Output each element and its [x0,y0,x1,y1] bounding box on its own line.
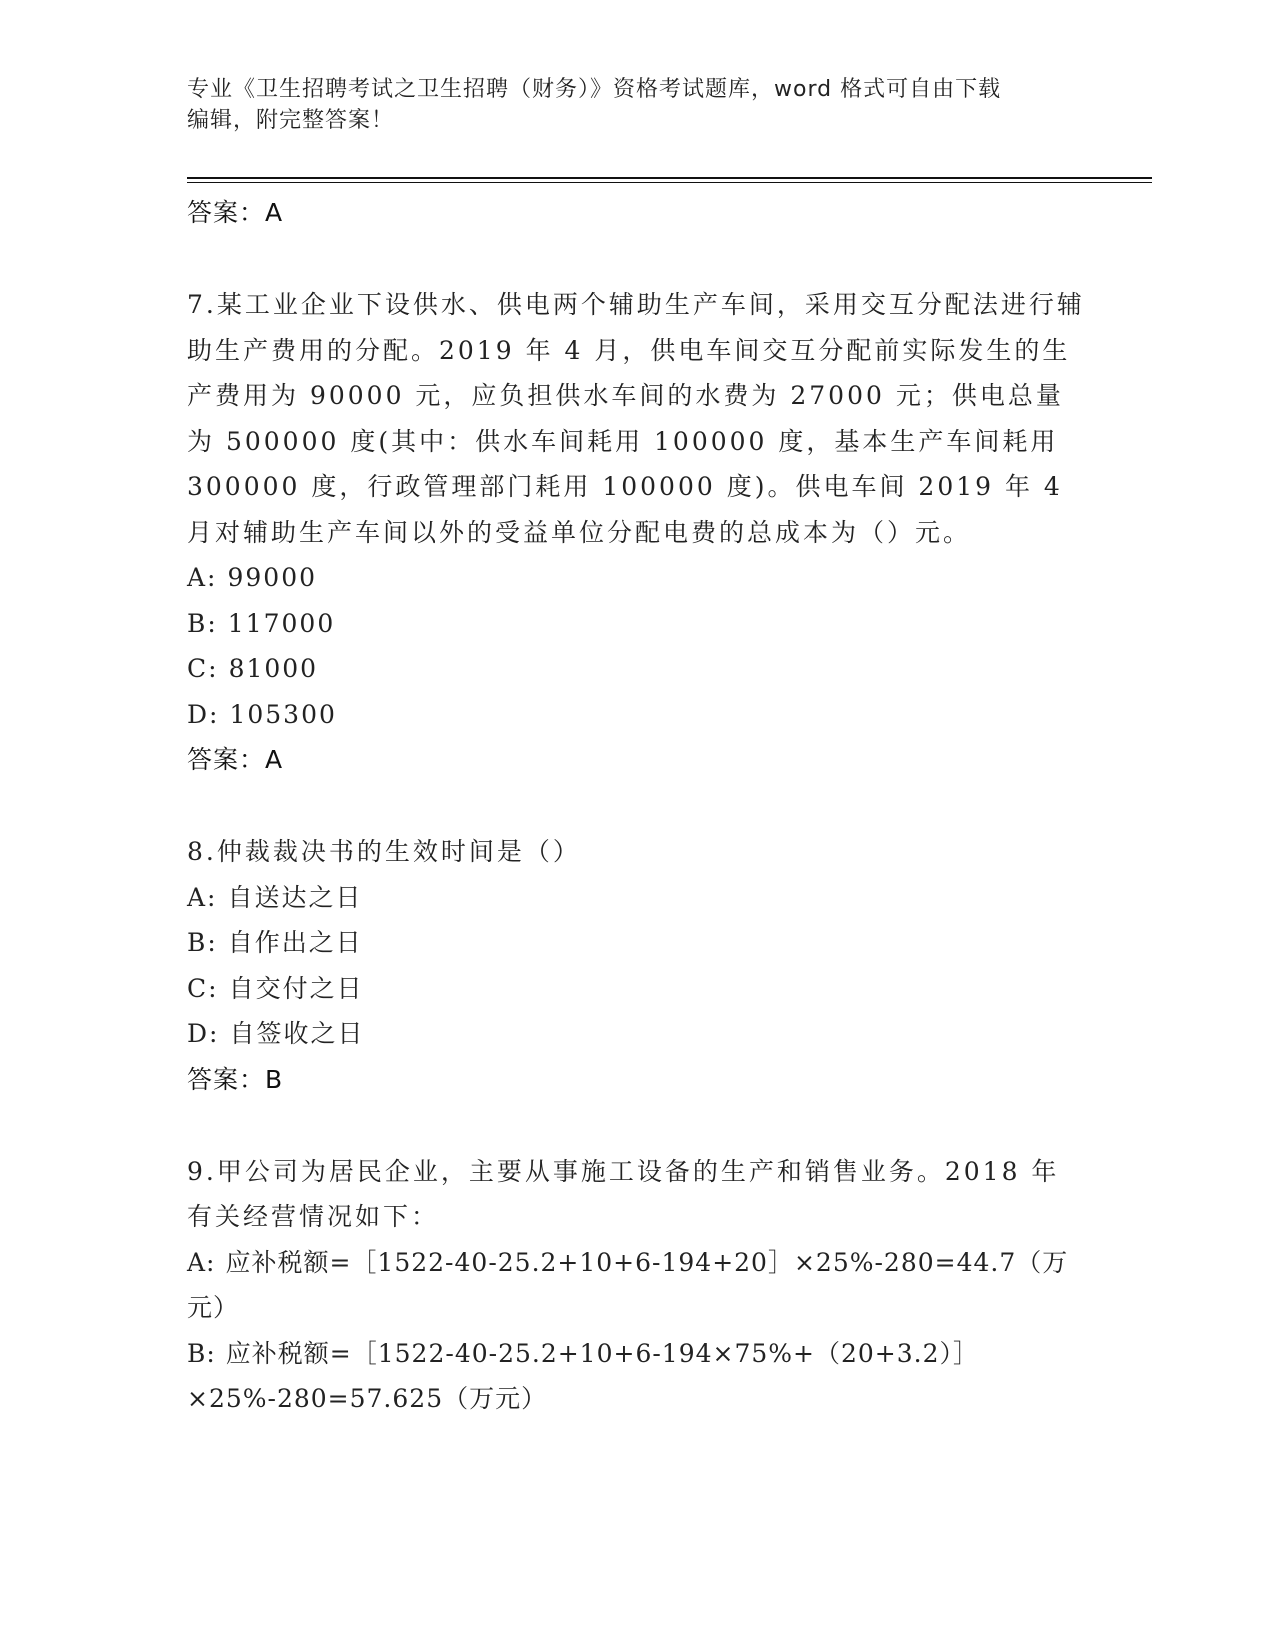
question-8-option-d [187,1011,1087,1057]
option-label: B: [187,608,218,638]
option-label: C: [187,654,219,683]
question-7-option-b [187,601,1087,647]
option-text: 117000 [227,608,336,638]
question-8-option-c [187,966,1087,1012]
question-9-option-b [187,1331,1087,1422]
option-label: A: [187,882,218,912]
question-8 [187,829,1087,1102]
option-label: A: [187,563,218,592]
question-9 [187,1149,1087,1422]
option-label: D: [187,1019,220,1048]
header-rule-thick [187,177,1152,179]
question-9-option-a [187,1240,1087,1331]
option-text: 自签收之日 [229,1019,365,1048]
question-7-text: 7.某工业企业下设供水、供电两个辅助生产车间，采用交互分配法进行辅助生产费用的分配。2019 年 4 月，供电车间交互分配前实际发生的生产费用为 90000 元，应负担供水车间的水费为 27000 元；供电总量为 500000 度(其中：供水车间耗用 100000 度，基本生产车间耗用 300000 度，行政管理部门耗用 100000 度)。供电车间 2019 年 4 月对辅助生产车间以外的受益单位分配电费的总成本为（）元。 [187,290,1085,547]
document-content [187,190,1087,1422]
question-9-text: 9.甲公司为居民企业，主要从事施工设备的生产和销售业务。2018 年有关经营情况如下： [187,1156,1060,1231]
option-text: 105300 [229,699,337,729]
option-label: A: [187,1247,216,1277]
question-7-option-a [187,555,1087,601]
option-label: D: [187,699,220,729]
document-header [187,74,1067,136]
question-8-option-a [187,875,1087,921]
option-text: 应补税额=［1522-40-25.2+10+6-194×75%+（20+3.2）］×25%-280=57.625（万元） [187,1338,979,1413]
question-7-option-d [187,692,1087,738]
question-7-option-c [187,646,1087,692]
header-line-2: 编辑，附完整答案！ [187,108,395,133]
question-8-option-b [187,920,1087,966]
option-label: B: [187,928,218,957]
option-text: 自送达之日 [227,882,363,912]
option-text: 81000 [228,654,319,683]
question-8-text: 8.仲裁裁决书的生效时间是（） [187,837,581,866]
option-label: B: [187,1338,216,1368]
header-line-1: 专业《卫生招聘考试之卫生招聘（财务）》资格考试题库，word 格式可自由下载 [187,77,1002,102]
option-text: 自交付之日 [228,973,364,1003]
question-8-answer: 答案：B [187,1064,284,1094]
question-7-answer: 答案：A [187,745,284,774]
option-text: 自作出之日 [227,928,363,957]
previous-answer: 答案：A [187,198,284,227]
option-label: C: [187,973,219,1003]
header-rule-thin [187,182,1152,183]
option-text: 应补税额=［1522-40-25.2+10+6-194+20］×25%-280=44.7（万元） [187,1247,1069,1322]
option-text: 99000 [227,563,318,592]
question-7 [187,282,1087,782]
